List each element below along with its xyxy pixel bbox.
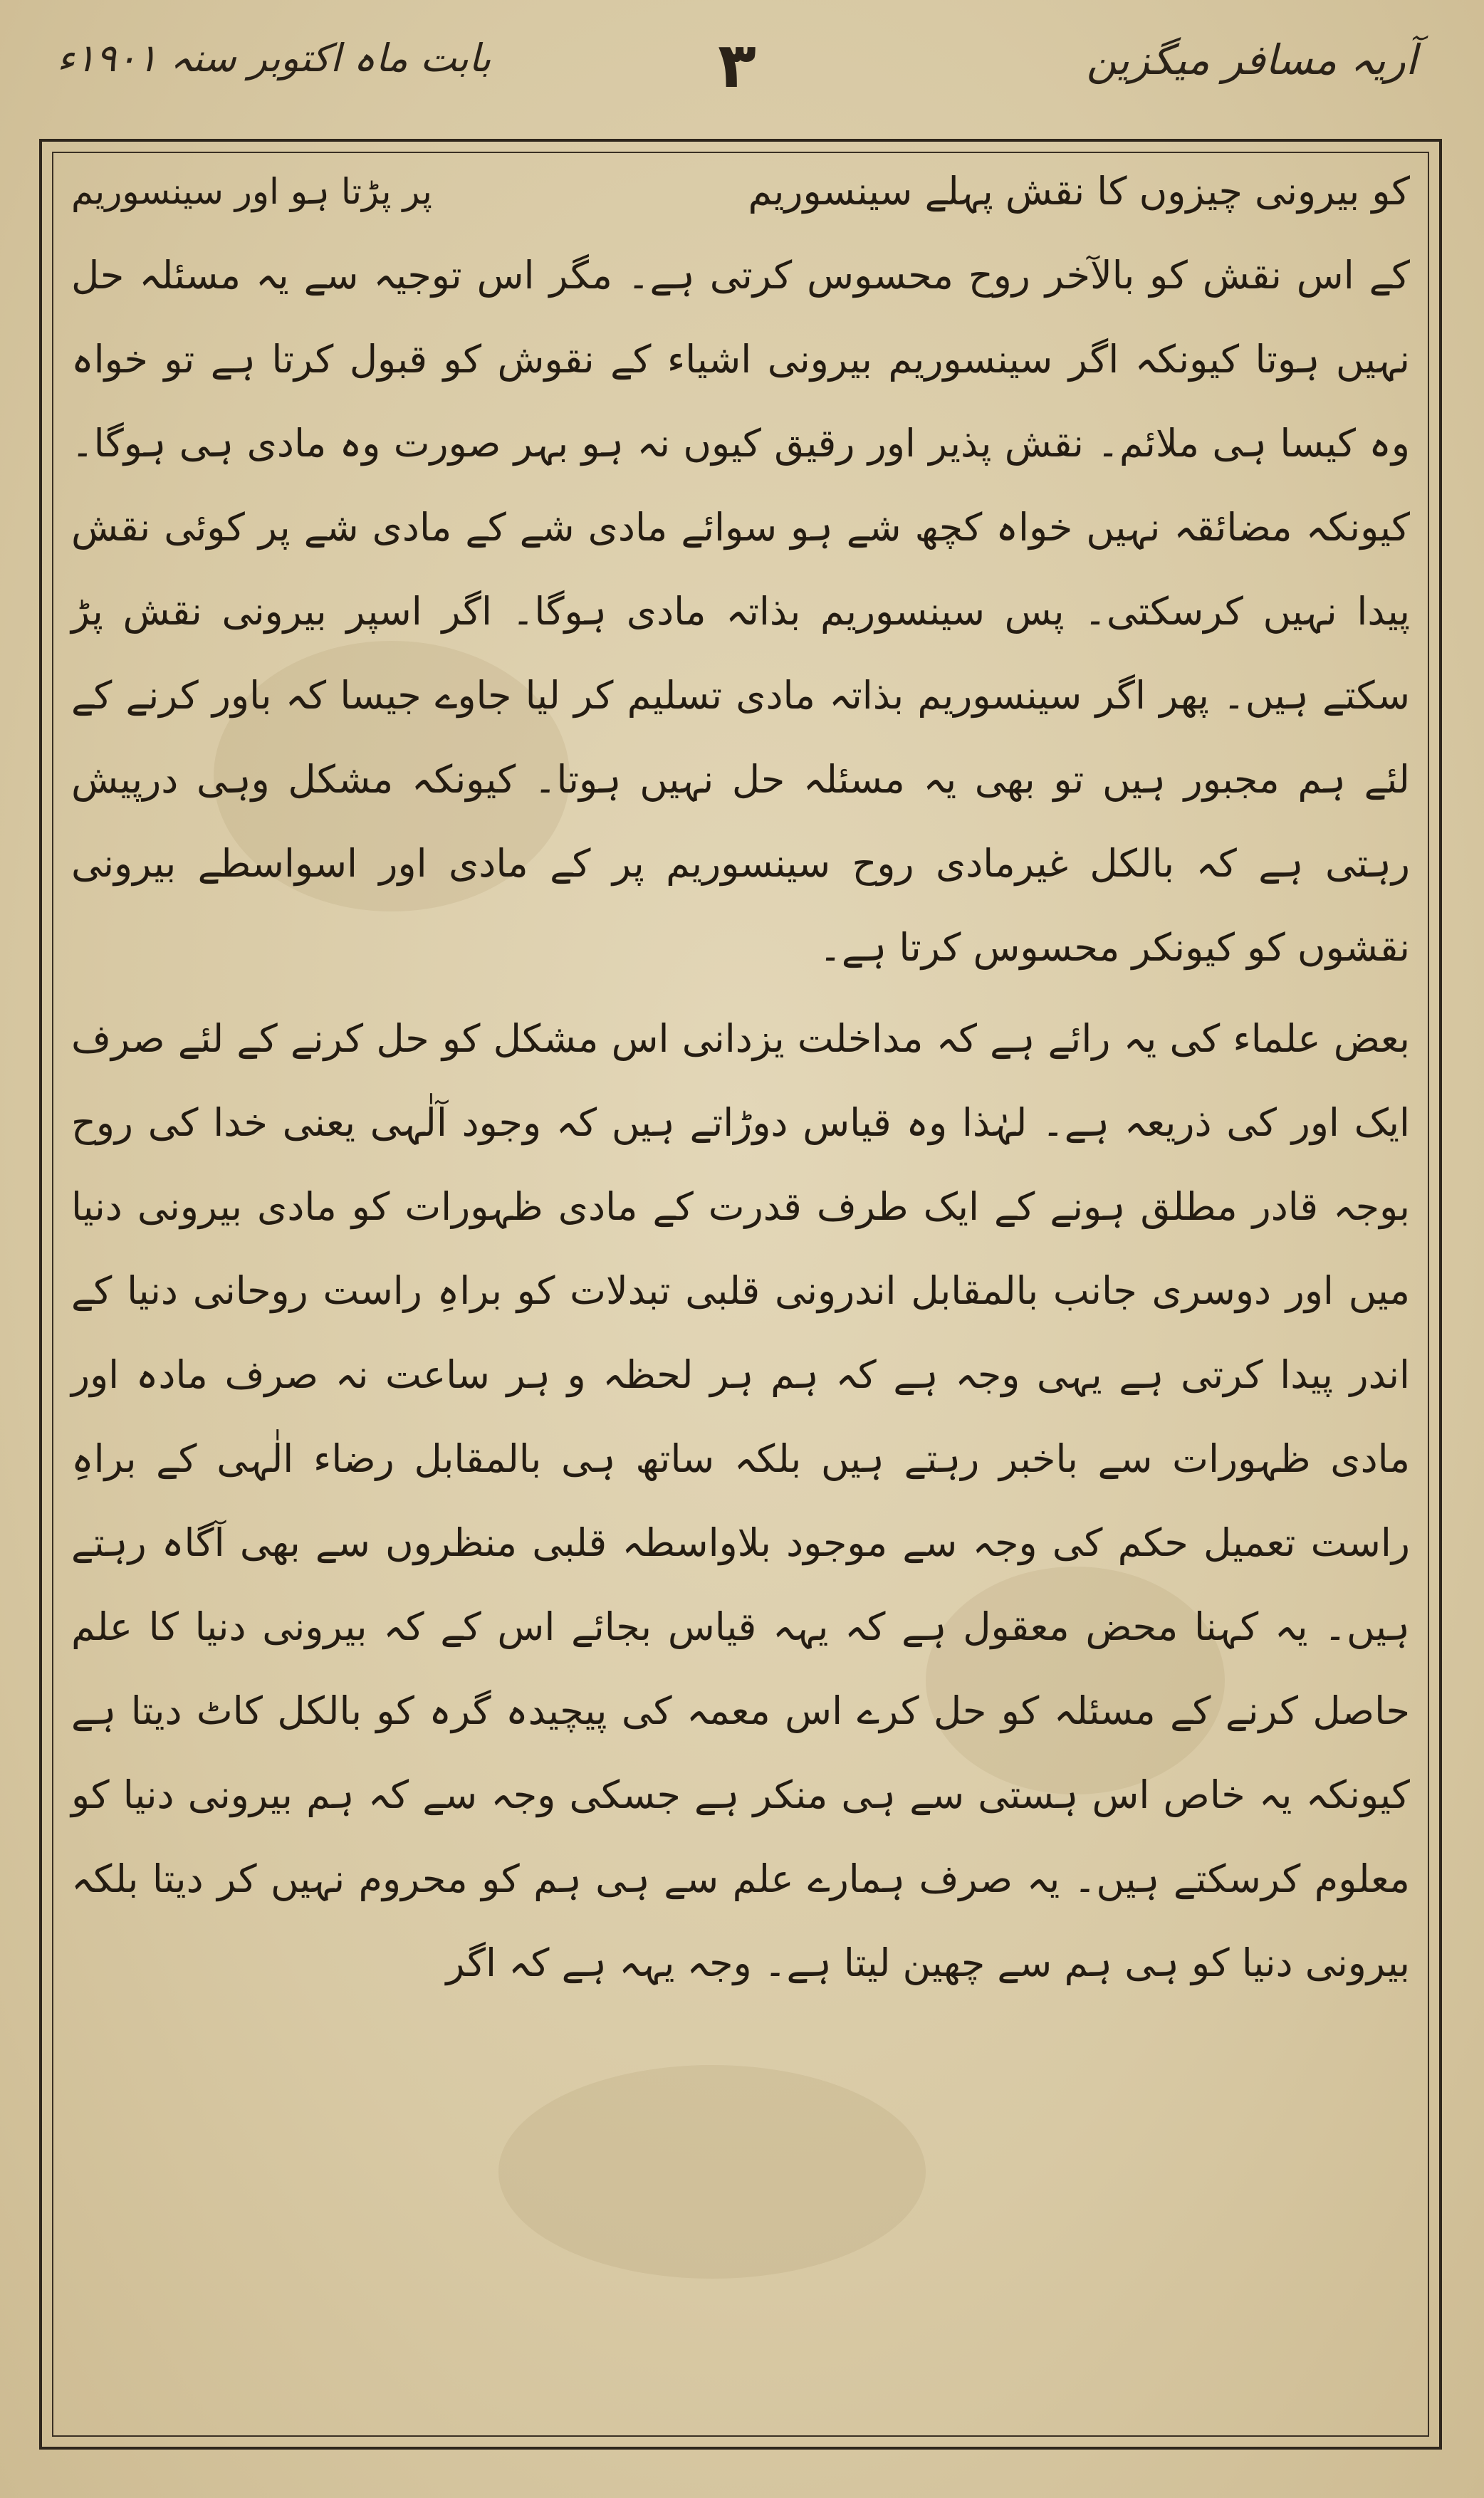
paragraph-2: بعض علماء کی یہ رائے ہے کہ مداخلت یزدانی اس مشکل کو حل کرنے کے لئے صرف ایک اور کی ذریعہ ہے۔ لہٰذا وہ قیاس دوڑاتے ہیں کہ وجود آلٰہی یعنی خدا کی روح بوجہ قادر مطلق ہونے کے ایک طرف قدرت کے مادی ظہورات کو مادی بیرونی دنیا میں اور دوسری جانب بالمقابل اندرونی قلبی تبدلات کو براہِ راست روحانی دنیا کے اندر پیدا کرتی ہے یہی وجہ ہے کہ ہم ہر لحظہ و ہر ساعت نہ صرف مادہ اور مادی ظہورات سے باخبر رہتے ہیں بلکہ ساتھ ہی بالمقابل رضاء الٰہی کے براہِ راست تعمیل حکم کی وجہ سے موجود بلاواسطہ قلبی منظروں سے بھی آگاہ رہتے ہیں۔ یہ کہنا محض معقول ہے کہ یہہ قیاس بجائے اس کے کہ بیرونی دنیا کا علم حاصل کرنے کے مسئلہ کو حل کرے اس معمہ کی پیچیدہ گرہ کو بالکل کاٹ دیتا ہے کیونکہ یہ خاص اس ہستی سے ہی منکر ہے جسکی وجہ سے کہ ہم بیرونی دنیا کو معلوم کرسکتے ہیں۔ یہ صرف ہمارے علم سے ہی ہم کو محروم نہیں کر دیتا بلکہ بیرونی دنیا کو ہی ہم سے چھین لیتا ہے۔ وجہ یہہ ہے کہ اگر — [71, 1016, 1410, 1985]
page-number: ٣ — [718, 28, 756, 102]
article-body — [71, 150, 1410, 2005]
paragraph-1: کے اس نقش کو بالآخر روح محسوس کرتی ہے۔ مگر اس توجیہ سے یہ مسئلہ حل نہیں ہوتا کیونکہ اگر سینسوریم بیرونی اشیاء کے نقوش کو قبول کرتا ہے تو خواہ وہ کیسا ہی ملائم۔ نقش پذیر اور رقیق کیوں نہ ہو بہر صورت وہ مادی ہی ہوگا۔ کیونکہ مضائقہ نہیں خواہ کچھ شے ہو سوائے مادی شے کے مادی شے پر کوئی نقش پیدا نہیں کرسکتی۔ پس سینسوریم بذاتہ مادی ہوگا۔ اگر اسپر بیرونی نقش پڑ سکتے ہیں۔ پھر اگر سینسوریم بذاتہ مادی تسلیم کر لیا جاوے جیسا کہ باور کرنے کے لئے ہم مجبور ہیں تو بھی یہ مسئلہ حل نہیں ہوتا۔ کیونکہ مشکل وہی درپیش رہتی ہے کہ بالکل غیرمادی روح سینسوریم پر کے مادی اور اسواسطے بیرونی نقشوں کو کیونکر محسوس کرتا ہے۔ — [71, 253, 1410, 970]
first-line — [71, 150, 1410, 234]
issue-date: بابت ماہ اکتوبر سنہ ۱۹۰۱ء — [57, 36, 491, 80]
first-line-side: پر پڑتا ہو اور سینسوریم — [71, 171, 432, 212]
first-line-main: کو بیرونی چیزوں کا نقش پہلے سینسوریم — [748, 169, 1410, 214]
page-header — [57, 28, 1417, 107]
magazine-title: آریہ مسافر میگزین — [1086, 36, 1417, 84]
